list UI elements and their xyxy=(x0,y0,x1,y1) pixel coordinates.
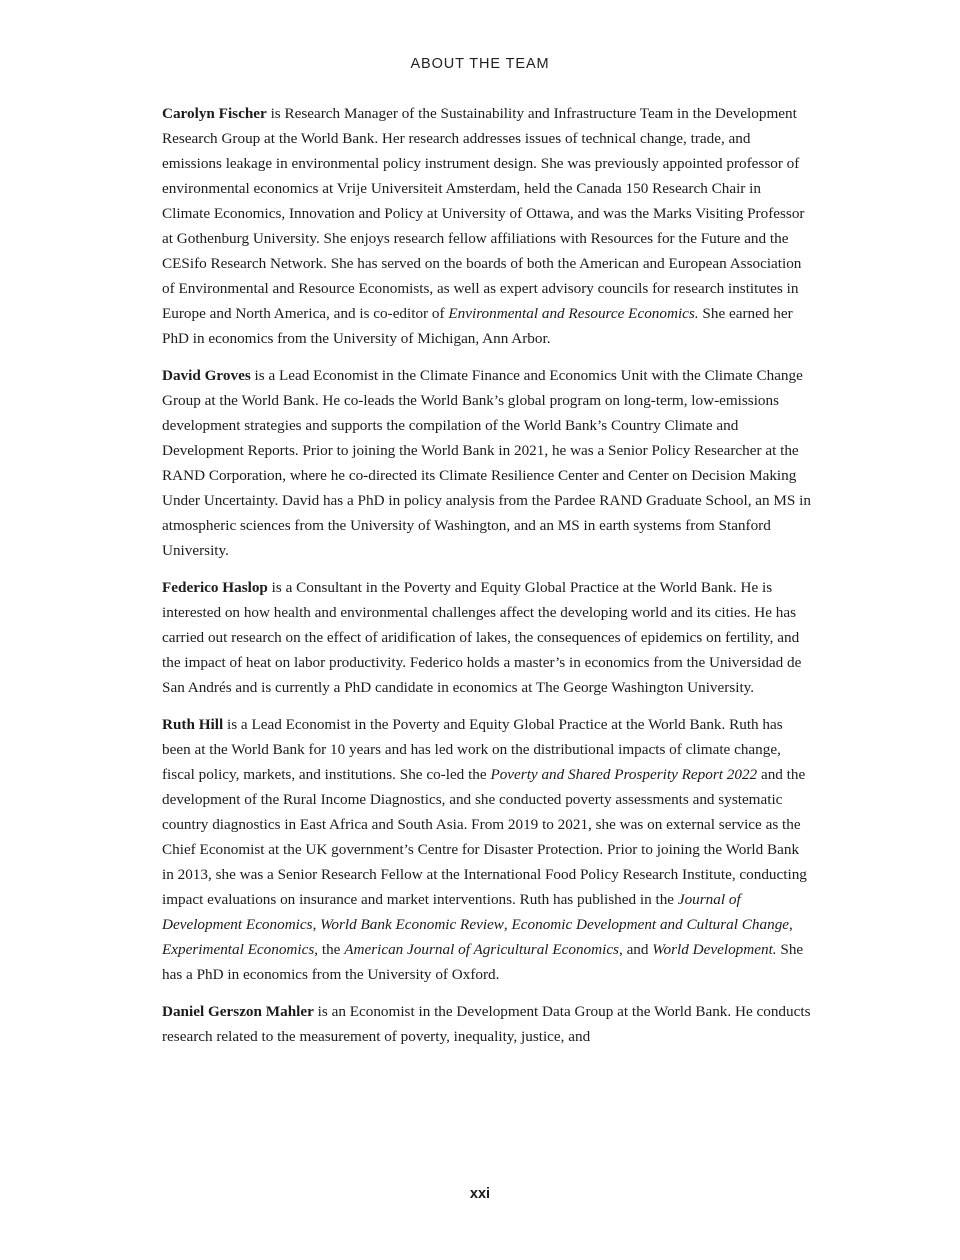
bio-text: is a Lead Economist in the Climate Finance and Economics Unit with the Climate Change Group at the World Bank. He co-leads the World Bank’s global program on long-term, low-emissions development strategies and supports the compilation of the World Bank’s Country Climate and Development Reports. Prior to joining the World Bank in 2021, he was a Senior Policy Researcher at the RAND Corporation, where he co-directed its Climate Resilience Center and Center on Decision Making Under Uncertainty. David has a PhD in policy analysis from the Pardee RAND Graduate School, an MS in atmospheric sciences from the University of Washington, and an MS in earth systems from Stanford University. xyxy=(162,367,811,559)
bio-text: is an Economist in the Development Data Group at the World Bank. He conducts research related to the measurement of poverty, inequality, justice, and xyxy=(162,1003,811,1045)
bio-name: Federico Haslop xyxy=(162,579,268,596)
bio-text: , xyxy=(312,916,321,933)
bio-text: , the xyxy=(314,941,345,958)
bio-paragraph xyxy=(162,712,812,987)
bio-italic-title: Environmental and Resource Economics. xyxy=(448,305,699,322)
bio-italic-title: World Bank Economic Review xyxy=(320,916,504,933)
bio-name: Daniel Gerszon Mahler xyxy=(162,1003,314,1020)
bio-text: , and xyxy=(618,941,653,958)
bio-name: Carolyn Fischer xyxy=(162,105,267,122)
bio-text: She earned her PhD in economics from the University of Michigan, Ann Arbor. xyxy=(162,305,793,347)
bio-paragraph xyxy=(162,999,812,1049)
bio-italic-title: Poverty and Shared Prosperity Report 2022 xyxy=(490,766,758,783)
bio-text: , xyxy=(789,916,793,933)
bio-italic-title: World Development. xyxy=(652,941,777,958)
page-number: xxi xyxy=(469,1186,491,1202)
bio-name: David Groves xyxy=(162,367,251,384)
bio-text: is a Lead Economist in the Poverty and Equity Global Practice at the World Bank. Ruth has been at the World Bank for 10 years and has led work on the distributional impacts of climate change, fiscal policy, markets, and institutions. She co-led the xyxy=(162,716,783,783)
bio-italic-title: Experimental Economics xyxy=(162,941,315,958)
bio-italic-title: American Journal of Agricultural Economics xyxy=(344,941,619,958)
running-head: ABOUT THE TEAM xyxy=(410,56,550,72)
bio-text: She has a PhD in economics from the University of Oxford. xyxy=(162,941,804,983)
bio-text: , xyxy=(503,916,512,933)
bio-paragraph xyxy=(162,363,812,563)
bio-text: and the development of the Rural Income Diagnostics, and she conducted poverty assessments and systematic country diagnostics in East Africa and South Asia. From 2019 to 2021, she was on external service as the Chief Economist at the UK government’s Centre for Disaster Protection. Prior to joining the World Bank in 2013, she was a Senior Research Fellow at the International Food Policy Research Institute, conducting impact evaluations on insurance and market interventions. Ruth has published in the xyxy=(162,766,807,908)
bio-paragraph xyxy=(162,101,812,351)
bio-list xyxy=(162,101,812,1061)
bio-text: is Research Manager of the Sustainability and Infrastructure Team in the Development Research Group at the World Bank. Her research addresses issues of technical change, trade, and emissions leakage in environmental policy instrument design. She was previously appointed professor of environmental economics at Vrije Universiteit Amsterdam, held the Canada 150 Research Chair in Climate Economics, Innovation and Policy at University of Ottawa, and was the Marks Visiting Professor at Gothenburg University. She enjoys research fellow affiliations with Resources for the Future and the CESifo Research Network. She has served on the boards of both the American and European Association of Environmental and Resource Economists, as well as expert advisory councils for research institutes in Europe and North America, and is co-editor of xyxy=(162,105,805,322)
bio-italic-title: Journal of Development Economics xyxy=(162,891,741,933)
bio-paragraph xyxy=(162,575,812,700)
bio-text: is a Consultant in the Poverty and Equity Global Practice at the World Bank. He is interested on how health and environmental challenges affect the developing world and its cities. He has carried out research on the effect of aridification of lakes, the consequences of epidemics on fertility, and the impact of heat on labor productivity. Federico holds a master’s in economics from the Universidad de San Andrés and is currently a PhD candidate in economics at The George Washington University. xyxy=(162,579,802,696)
bio-italic-title: Economic Development and Cultural Change xyxy=(511,916,790,933)
bio-name: Ruth Hill xyxy=(162,716,224,733)
